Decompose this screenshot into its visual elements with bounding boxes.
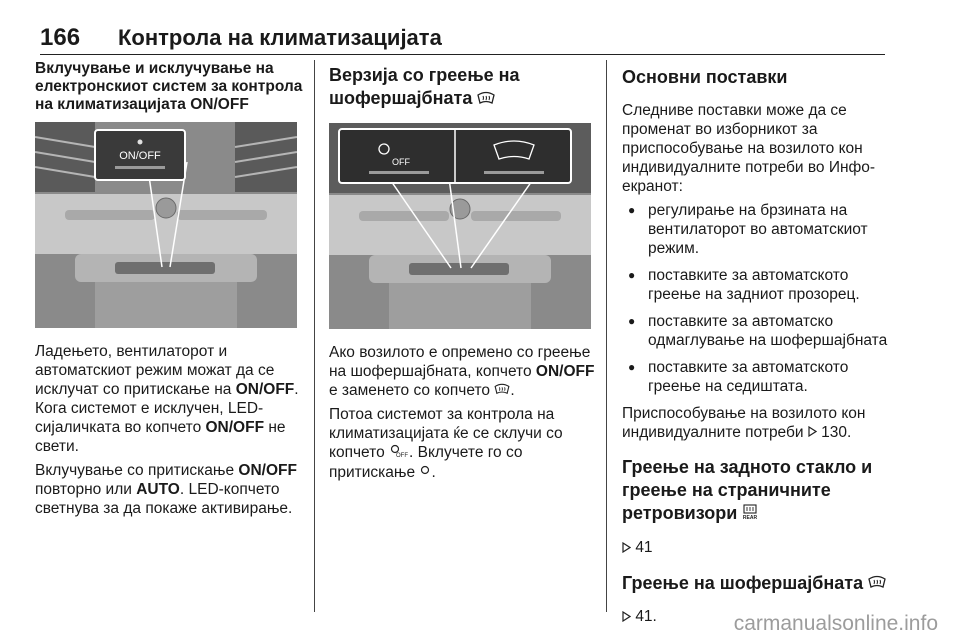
page-title: Контрола на климатизацијата bbox=[118, 25, 442, 50]
photo-label-onoff: ON/OFF bbox=[119, 150, 161, 162]
text: Ладењето, вентилаторот и автоматскиот режим можат да се исклучат со притискање на bbox=[35, 343, 275, 398]
paragraph bbox=[35, 342, 303, 456]
photo-windshield-button bbox=[329, 123, 591, 329]
paragraph: Следниве поставки може да се променат во изборникот за приспособување на возилото кон индивидуалните потреби во Инфо-екранот: bbox=[622, 102, 876, 195]
text: . LED-копчето светнува за да покаже активирање. bbox=[35, 481, 293, 517]
bold-text: ON/OFF bbox=[535, 362, 595, 380]
text: Вклучување со притискање bbox=[35, 462, 239, 479]
section-heading-onoff: Вклучување и исклучување на електронскиот систем за контрола на климатизацијата ON/OFF bbox=[35, 60, 303, 113]
text: . Кога системот е исклучен, LED-сијаличката во копчето bbox=[35, 381, 299, 436]
page-ref-arrow-icon bbox=[808, 423, 817, 442]
text: е заменето со копчето bbox=[329, 381, 495, 399]
photo-label-off: OFF bbox=[392, 156, 410, 167]
page-reference[interactable]: 41 bbox=[635, 539, 653, 557]
page-ref-arrow-icon bbox=[622, 539, 631, 558]
list-item: ● поставките за автоматското греење на задниот прозорец. bbox=[622, 266, 890, 304]
windshield-heat-icon bbox=[494, 381, 510, 400]
column-divider bbox=[606, 60, 607, 612]
text: . bbox=[431, 463, 436, 481]
bold-text: ON/OFF bbox=[235, 381, 295, 398]
bold-text: ON/OFF bbox=[205, 419, 265, 436]
bold-text: ON/OFF bbox=[238, 462, 297, 479]
heading-text: Греење на шофершајбната bbox=[622, 572, 864, 593]
watermark: carmanualsonline.info bbox=[733, 612, 938, 635]
bold-text: AUTO bbox=[136, 481, 180, 498]
text: Приспособување на возилото кон индивидуалните потреби bbox=[622, 405, 866, 441]
rear-window-heat-icon bbox=[742, 503, 758, 526]
heading-text: Греење на задното стакло и греење на страничните ретровизори bbox=[622, 457, 873, 524]
section-heading-windshield bbox=[622, 572, 890, 596]
text: не свети. bbox=[35, 419, 286, 455]
page-reference[interactable]: 41. bbox=[635, 608, 657, 626]
page-header bbox=[40, 24, 885, 55]
column-3 bbox=[622, 60, 890, 632]
fan-off-icon-label: OFF bbox=[396, 452, 409, 458]
section-heading-rear-window bbox=[622, 456, 890, 526]
column-2 bbox=[329, 60, 599, 487]
windshield-heat-icon bbox=[868, 572, 886, 595]
paragraph bbox=[622, 538, 890, 557]
paragraph bbox=[35, 461, 303, 518]
text: повторно или bbox=[35, 481, 137, 498]
list-item: ● регулирање на брзината на вентилаторот во автоматскиот режим. bbox=[622, 201, 890, 258]
paragraph bbox=[622, 404, 890, 442]
paragraph bbox=[329, 405, 599, 482]
settings-list bbox=[622, 201, 890, 396]
column-divider bbox=[314, 60, 315, 612]
list-item: ● поставките за автоматското греење на седиштата. bbox=[622, 358, 890, 396]
fan-icon bbox=[419, 463, 431, 482]
page-ref-arrow-icon bbox=[622, 608, 631, 627]
text: . bbox=[510, 381, 515, 399]
text: Ако возилото е опремено со греење на шофершајбната, копчето bbox=[329, 343, 591, 380]
page-number: 166 bbox=[40, 24, 81, 51]
text: . Вклучете го со притискање bbox=[329, 444, 523, 481]
paragraph bbox=[329, 343, 599, 400]
page-reference[interactable]: 130. bbox=[821, 424, 852, 441]
windshield-heat-icon bbox=[477, 88, 495, 111]
section-heading-windshield-version bbox=[329, 64, 599, 111]
text: Потоа системот за контрола на климатизацијата ќе се склучи со копчето bbox=[329, 406, 563, 462]
heading-text: Верзија со греење на шофершајбната bbox=[329, 65, 520, 108]
photo-onoff-button bbox=[35, 122, 297, 328]
section-heading-basic-settings: Основни поставки bbox=[622, 67, 788, 87]
rear-window-icon-label: REAR bbox=[743, 515, 758, 521]
fan-off-icon bbox=[389, 444, 409, 463]
list-item: ● поставките за автоматско одмаглување на шофершајбната bbox=[622, 312, 890, 350]
column-1 bbox=[35, 60, 303, 523]
